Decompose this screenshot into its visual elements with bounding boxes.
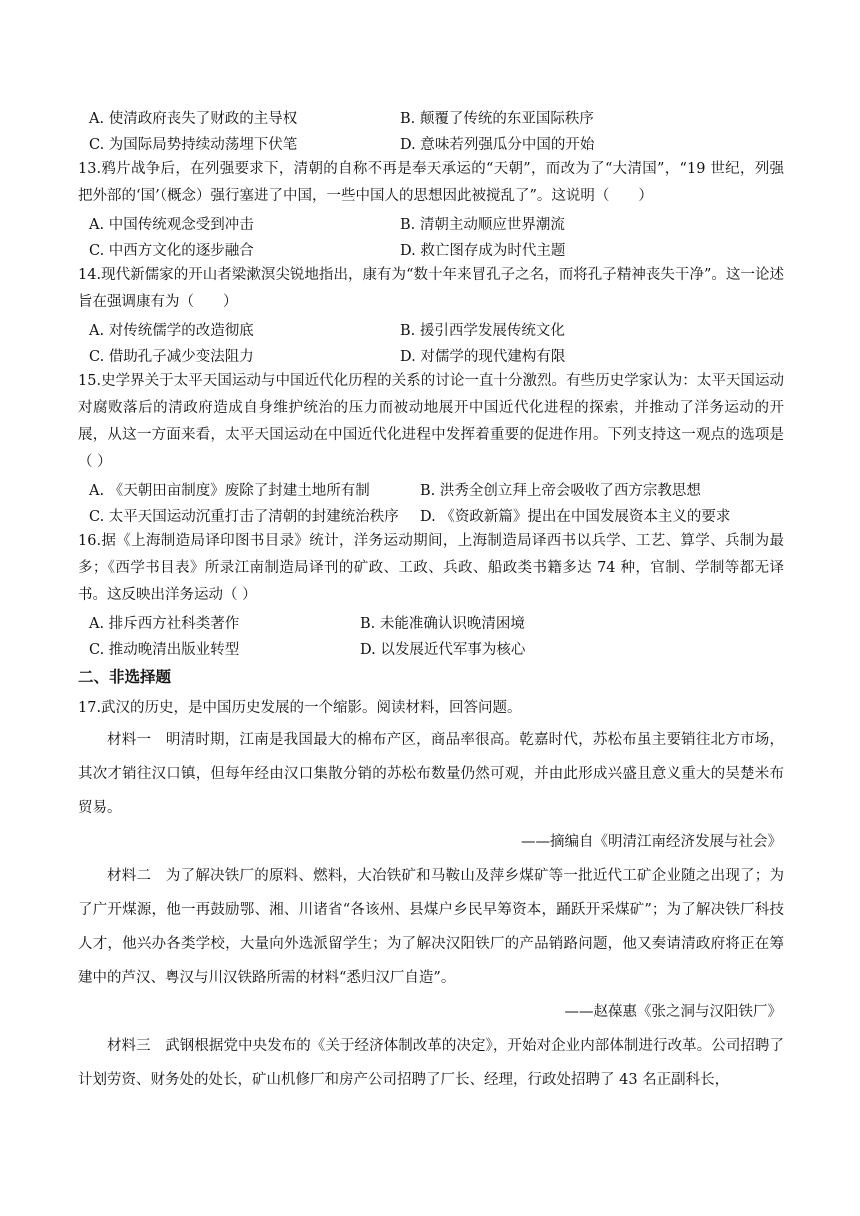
q16-option-c[interactable]: C. 推动晚清出版业转型 [89,641,240,658]
q15-stem: 15.史学界关于太平天国运动与中国近代化历程的关系的讨论一直十分激烈。有些历史学家认为：太平天国运动对腐败落后的清政府造成自身维护统治的压力而被动地展开中国近代化进程的探索，并推动了洋务运动的开展，从这一方面来看，太平天国运动在中国近代化进程中发挥着重要的促进作用。下列支持这一观点的选项是（ ） [78,373,784,470]
q16-options-row-1 [78,609,784,635]
q14-option-d[interactable]: D. 对儒学的现代建构有限 [400,348,566,365]
q14-options-row-2 [78,342,784,368]
q12-options-row-1 [78,104,784,130]
q17-material-2: 材料二 为了解决铁厂的原料、燃料，大冶铁矿和马鞍山及萍乡煤矿等一批近代工矿企业随之出现了；为了广开煤源，他一再鼓励鄂、湘、川诸省“各该州、县煤户乡民早筹资本，踊跃开采煤矿”；为了解决铁厂科技人才，他兴办各类学校，大量向外选派留学生；为了解决汉阳铁厂的产品销路问题，他又奏请清政府将正在筹建中的芦汉、粤汉与川汉铁路所需的材料“悉归汉厂自造”。 [78,868,784,986]
q14-option-c[interactable]: C. 借助孔子减少变法阻力 [89,348,254,365]
q13-options-row-1 [78,210,784,236]
q17-material-1-source: ——摘编自《明清江南经济发展与社会》 [521,834,782,850]
q15-options-row-2 [78,502,784,528]
q16-option-a[interactable]: A. 排斥西方社科类著作 [89,615,240,632]
q15-option-b[interactable]: B. 洪秀全创立拜上帝会吸收了西方宗教思想 [420,482,701,499]
q17-material-3: 材料三 武钢根据党中央发布的《关于经济体制改革的决定》，开始对企业内部体制进行改革。公司招聘了计划劳资、财务处的处长，矿山机修厂和房产公司招聘了厂长、经理，行政处招聘了 43 名正副科长， [78,1038,784,1088]
q16-options-row-2 [78,635,784,661]
q13-option-b[interactable]: B. 清朝主动顺应世界潮流 [400,216,565,233]
q14-stem: 14.现代新儒家的开山者梁漱溟尖锐地指出，康有为“数十年来冒孔子之名，而将孔子精神丧失干净”。这一论述旨在强调康有为（ ） [78,267,784,310]
q13-stem: 13.鸦片战争后，在列强要求下，清朝的自称不再是奉天承运的“天朝”，而改为了“大清国”，“19 世纪，列强把外部的‘国’（概念）强行塞进了中国，一些中国人的思想因此被搅乱了”。这说明（ ） [78,161,784,204]
q15-option-c[interactable]: C. 太平天国运动沉重打击了清朝的封建统治秩序 [89,508,399,525]
exam-page [78,104,784,1097]
section-title-non-choice: 二、非选择题 [78,668,172,686]
q12-options-row-2 [78,130,784,156]
q13-option-d[interactable]: D. 救亡图存成为时代主题 [400,242,566,259]
q15-option-a[interactable]: A. 《天朝田亩制度》废除了封建土地所有制 [89,482,370,499]
q13-options-row-2 [78,236,784,262]
q16-option-b[interactable]: B. 未能准确认识晚清困境 [360,615,525,632]
q15-option-d[interactable]: D. 《资政新篇》提出在中国发展资本主义的要求 [420,508,731,525]
q15-options-row-1 [78,476,784,502]
q14-option-b[interactable]: B. 援引西学发展传统文化 [400,322,565,339]
q17-material-2-source: ——赵葆惠《张之洞与汉阳铁厂》 [564,1004,782,1020]
q12-option-b[interactable]: B. 颠覆了传统的东亚国际秩序 [400,110,594,127]
q13-option-a[interactable]: A. 中国传统观念受到冲击 [89,216,254,233]
q14-option-a[interactable]: A. 对传统儒学的改造彻底 [89,322,254,339]
q12-option-a[interactable]: A. 使清政府丧失了财政的主导权 [89,110,298,127]
q13-option-c[interactable]: C. 中西方文化的逐步融合 [89,242,254,259]
q14-options-row-1 [78,316,784,342]
q16-option-d[interactable]: D. 以发展近代军事为核心 [360,641,526,658]
q17-material-1: 材料一 明清时期，江南是我国最大的棉布产区，商品率很高。乾嘉时代，苏松布虽主要销往北方市场，其次才销往汉口镇，但每年经由汉口集散分销的苏松布数量仍然可观，并由此形成兴盛且意义重大的吴楚米布贸易。 [78,732,784,816]
q16-stem: 16.据《上海制造局译印图书目录》统计，洋务运动期间，上海制造局译西书以兵学、工艺、算学、兵制为最多；《西学书目表》所录江南制造局译刊的矿政、工政、兵政、船政类书籍多达 74 种，官制、学制等都无译书。这反映出洋务运动（ ） [78,533,784,603]
q12-option-c[interactable]: C. 为国际局势持续动荡埋下伏笔 [89,136,298,153]
q12-option-d[interactable]: D. 意味若列强瓜分中国的开始 [400,136,595,153]
q17-stem: 17.武汉的历史，是中国历史发展的一个缩影。阅读材料，回答问题。 [78,700,522,716]
